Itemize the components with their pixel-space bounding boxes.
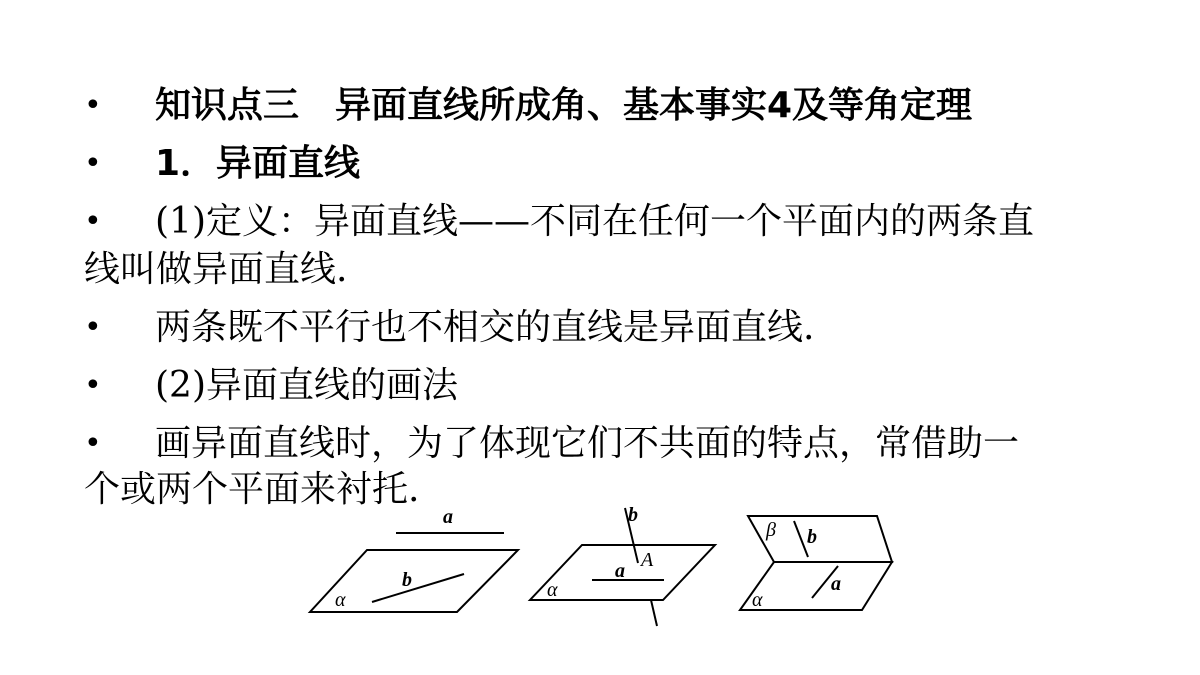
bullet: • [84, 310, 102, 345]
bullet: • [84, 88, 102, 123]
drawing-method-heading: (2)异面直线的画法 [155, 365, 458, 406]
fig3-lower-plane [740, 562, 892, 610]
fig2-label-a: a [615, 560, 625, 582]
bullet: • [84, 426, 102, 461]
section-heading: 知识点三 异面直线所成角、基本事实4及等角定理 [155, 85, 973, 126]
fig2-label-alpha: α [547, 579, 558, 601]
subheading: 1．异面直线 [155, 143, 361, 184]
definition-text: (1)定义：异面直线——不同在任何一个平面内的两条直 [155, 201, 1034, 242]
fig2-label-A: A [641, 549, 654, 571]
fig3-label-beta: β [766, 519, 776, 541]
fig1-label-alpha: α [335, 589, 346, 611]
fig1-label-b: b [402, 569, 412, 591]
fig3-line-b [794, 521, 808, 557]
fig2-label-b: b [628, 504, 638, 526]
definition-continuation: 线叫做异面直线. [84, 249, 348, 290]
fig3-label-a: a [831, 573, 841, 595]
drawing-method-text: 画异面直线时，为了体现它们不共面的特点，常借助一 [155, 423, 1020, 464]
fig1-line-b [372, 574, 464, 602]
fig1-label-a: a [443, 506, 453, 528]
fig3-label-b: b [807, 526, 817, 548]
equivalent-statement: 两条既不平行也不相交的直线是异面直线. [155, 307, 815, 348]
drawing-method-continuation: 个或两个平面来衬托. [84, 469, 420, 510]
fig3-label-alpha: α [752, 589, 763, 611]
bullet: • [84, 146, 102, 181]
bullet: • [84, 368, 102, 403]
fig2-line-b-lower [651, 600, 657, 626]
bullet: • [84, 204, 102, 239]
